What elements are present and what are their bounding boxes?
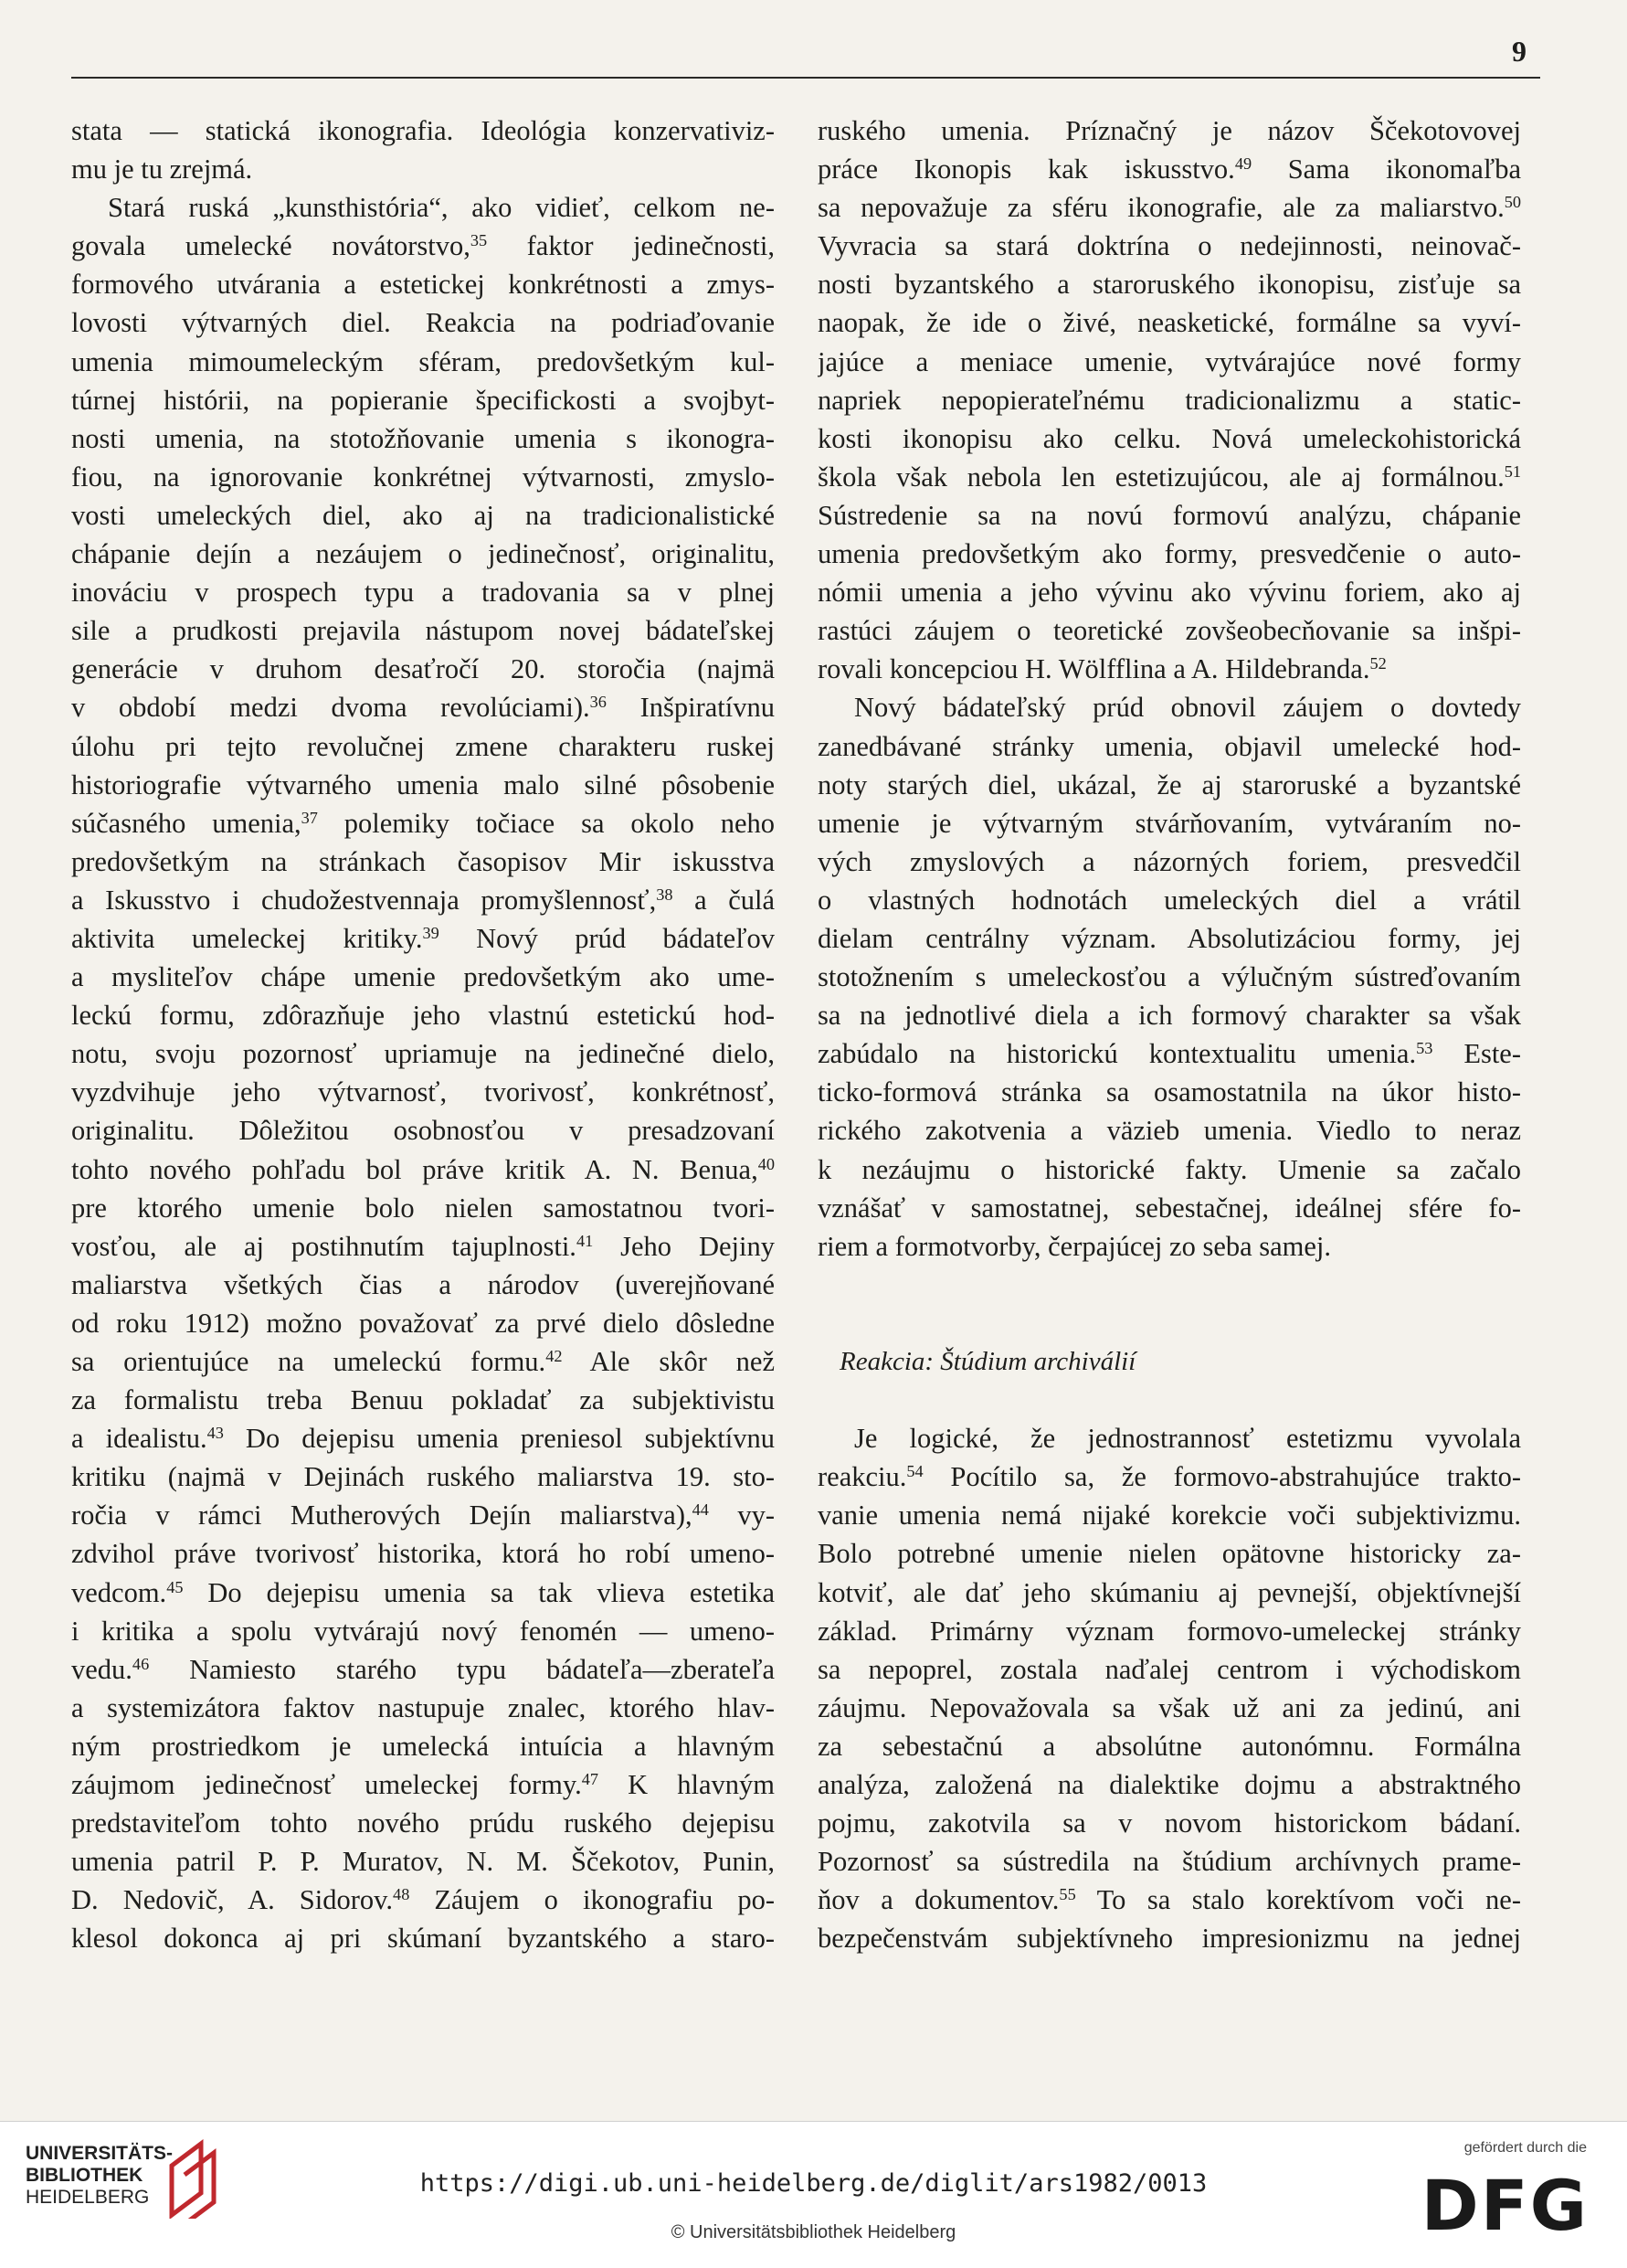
text-line — [818, 919, 1521, 958]
text-segment: sa orientujúce na umeleckú formu. — [71, 1346, 546, 1377]
left-text-column — [71, 111, 775, 1958]
text-line — [71, 227, 775, 265]
text-line — [818, 265, 1521, 303]
text-segment: rického zakotvenia a väzieb umenia. Viedlo to neraz — [818, 1115, 1521, 1147]
text-segment: Záujem o ikonografiu po- — [409, 1884, 775, 1916]
text-line — [71, 881, 775, 919]
text-segment: nosti umenia, na stotožňovanie umenia s ikonogra- — [71, 422, 775, 454]
text-line — [818, 1034, 1521, 1073]
footnote-ref[interactable]: 39 — [422, 923, 439, 942]
text-line — [71, 996, 775, 1034]
text-segment: nosti byzantského a staroruského ikonopisu, zisťuje sa — [818, 269, 1521, 301]
text-line — [71, 188, 775, 227]
text-segment: vanie umenia nemá nijaké korekcie voči subjektivizmu. — [818, 1500, 1521, 1531]
footnote-ref[interactable]: 35 — [470, 231, 488, 250]
text-line — [71, 1765, 775, 1804]
text-segment: ticko-formová stránka sa osamostatnila na úkor histo- — [818, 1076, 1521, 1108]
text-line — [818, 1574, 1521, 1612]
text-segment: umenie je výtvarným stvárňovaním, vytváraním no- — [818, 807, 1521, 839]
text-line — [71, 1612, 775, 1650]
text-segment: riem a formotvorby, čerpajúcej zo seba samej. — [818, 1230, 1332, 1262]
text-segment: notu, svoju pozornosť upriamuje na jedinečné dielo, — [71, 1038, 775, 1070]
text-segment: Sústredenie sa na novú formovú analýzu, chápanie — [818, 499, 1521, 531]
text-line — [818, 1150, 1521, 1189]
text-line — [818, 188, 1521, 227]
text-segment: inováciu v prospech typu a tradovania sa v plnej — [71, 577, 775, 609]
text-line — [818, 688, 1521, 726]
text-line — [71, 111, 775, 150]
text-line — [71, 958, 775, 996]
text-line — [71, 303, 775, 342]
text-line — [818, 111, 1521, 150]
text-segment: vosťou, ale aj postihnutím tajuplnosti. — [71, 1230, 576, 1262]
text-segment: Bolo potrebné umenie nielen opätovne historicky za- — [818, 1538, 1521, 1570]
text-segment: faktor jedinečnosti, — [487, 230, 775, 262]
text-segment: D. Nedovič, A. Sidorov. — [71, 1884, 394, 1916]
text-segment: lovosti výtvarných diel. Reakcia na podriaďovanie — [71, 307, 775, 339]
footnote-ref[interactable]: 53 — [1416, 1039, 1433, 1058]
page-number: 9 — [1512, 35, 1527, 68]
text-line — [71, 343, 775, 381]
text-segment: polemiky točiace sa okolo neho — [317, 807, 775, 839]
text-line — [818, 458, 1521, 496]
text-segment: Je logické, že jednostrannosť estetizmu vyvolala — [854, 1423, 1521, 1455]
footnote-ref[interactable]: 55 — [1059, 1885, 1076, 1904]
text-segment: súčasného umenia, — [71, 807, 301, 839]
permalink-url[interactable]: https://digi.ub.uni-heidelberg.de/diglit/ars1982/0013 — [419, 2169, 1208, 2198]
text-line — [71, 1342, 775, 1381]
text-line — [71, 804, 775, 843]
text-segment: a systemizátora faktov nastupuje znalec, ktorého hlav- — [71, 1691, 775, 1723]
text-segment: stotožnením s umeleckosťou a výlučným sústreďovaním — [818, 961, 1521, 993]
text-line — [818, 1804, 1521, 1842]
text-line — [818, 611, 1521, 650]
text-line — [818, 1073, 1521, 1111]
text-line — [71, 1034, 775, 1073]
text-segment: o vlastných hodnotách umeleckých diel a vrátil — [818, 884, 1521, 916]
text-segment: ruského umenia. Príznačný je názov Ščekotovovej — [818, 115, 1521, 146]
text-line — [71, 1804, 775, 1842]
text-segment: i kritika a spolu vytvárajú nový fenomén — umeno- — [71, 1615, 775, 1647]
text-segment: Do dejepisu umenia sa tak vlieva estetika — [183, 1576, 775, 1608]
text-segment: túrnej histórii, na popieranie špecifickosti a svojbyt- — [71, 384, 775, 416]
text-line — [818, 881, 1521, 919]
text-line — [818, 303, 1521, 342]
library-name-line: BIBLIOTHEK — [26, 2165, 143, 2186]
text-line — [818, 1534, 1521, 1573]
text-segment: Jeho Dejiny — [593, 1230, 775, 1262]
text-segment: v období medzi dvoma revolúciami). — [71, 692, 590, 724]
text-line — [71, 1727, 775, 1765]
footnote-ref[interactable]: 48 — [393, 1885, 410, 1904]
text-line — [818, 1842, 1521, 1881]
text-segment: sa na jednotlivé diela a ich formový charakter sa však — [818, 1000, 1521, 1032]
text-line — [818, 381, 1521, 419]
text-segment: rovali koncepciou H. Wölfflina a A. Hildebranda. — [818, 653, 1370, 685]
text-line — [818, 1227, 1521, 1266]
text-segment: ročia v rámci Mutherových Dejín maliarstva), — [71, 1500, 692, 1531]
text-segment: aktivita umeleckej kritiky. — [71, 922, 423, 954]
text-line — [818, 227, 1521, 265]
text-segment: a mysliteľov chápe umenie predovšetkým ako ume- — [71, 961, 775, 993]
text-segment: Nový prúd bádateľov — [438, 922, 775, 954]
text-segment: formového utvárania a estetickej konkrétnosti a zmys- — [71, 269, 775, 301]
text-line — [818, 1727, 1521, 1765]
text-segment: k nezáujmu o historické fakty. Umenie sa začalo — [818, 1153, 1521, 1185]
text-segment: vedcom. — [71, 1576, 167, 1608]
text-segment: originalitu. Dôležitou osobnosťou v presadzovaní — [71, 1115, 775, 1147]
text-line — [71, 1842, 775, 1881]
text-line — [818, 958, 1521, 996]
text-segment: sa nepovažuje za sféru ikonografie, ale za maliarstvo. — [818, 192, 1505, 224]
header-rule — [71, 77, 1540, 79]
copyright-notice: © Universitätsbibliothek Heidelberg — [671, 2222, 956, 2242]
text-segment: Nový bádateľský prúd obnovil záujem o dovtedy — [854, 692, 1521, 724]
text-line — [818, 496, 1521, 535]
footnote-ref[interactable]: 40 — [757, 1154, 775, 1173]
text-segment: mu je tu zrejmá. — [71, 154, 253, 185]
text-line — [818, 1457, 1521, 1496]
text-segment: rastúci záujem o teoretické zovšeobecňovanie sa inšpi- — [818, 615, 1521, 647]
text-line — [71, 265, 775, 303]
text-line — [818, 1419, 1521, 1457]
text-line — [71, 1227, 775, 1266]
text-segment: pojmu, zakotvila sa v novom historickom bádaní. — [818, 1807, 1521, 1839]
text-line — [818, 766, 1521, 804]
spacer — [818, 1304, 1521, 1342]
text-line — [71, 1073, 775, 1111]
text-line — [71, 688, 775, 726]
text-line — [71, 1881, 775, 1919]
text-line — [818, 573, 1521, 611]
text-segment: Inšpiratívnu — [606, 692, 775, 724]
text-segment: škola však nebola len estetizujúcou, ale aj formálnou. — [818, 461, 1505, 493]
text-line — [818, 996, 1521, 1034]
footnote-ref[interactable]: 36 — [589, 693, 607, 712]
text-segment: ňov a dokumentov. — [818, 1884, 1060, 1916]
text-line — [818, 535, 1521, 573]
text-line — [71, 496, 775, 535]
library-name-line: UNIVERSITÄTS- — [26, 2143, 174, 2164]
right-column-text-top — [818, 111, 1521, 1266]
text-line — [71, 1457, 775, 1496]
text-segment: fiou, na ignorovanie konkrétnej výtvarnosti, zmyslo- — [71, 461, 775, 493]
text-segment: záujmom jedinečnosť umeleckej formy. — [71, 1769, 582, 1801]
text-segment: vedu. — [71, 1653, 132, 1685]
text-segment: Stará ruská „kunsthistória“, ako vidieť, celkom ne- — [108, 192, 775, 224]
text-segment: Ale skôr než — [562, 1346, 775, 1377]
text-line — [818, 1111, 1521, 1150]
right-text-column — [818, 111, 1521, 1958]
text-segment: vyzdvihuje jeho výtvarnosť, tvorivosť, konkrétnosť, — [71, 1076, 775, 1108]
text-line — [818, 727, 1521, 766]
text-line — [71, 1689, 775, 1727]
text-segment: a idealistu. — [71, 1423, 207, 1455]
text-segment: maliarstva všetkých čias a národov (uverejňované — [71, 1268, 775, 1300]
text-segment: vých zmyslových a názorných foriem, presvedčil — [818, 845, 1521, 877]
text-segment: Pocítilo sa, že formovo-abstrahujúce trakto- — [923, 1461, 1521, 1493]
section-heading: Reakcia: Štúdium archiválií — [840, 1347, 1136, 1376]
text-line — [71, 1381, 775, 1419]
footnote-ref[interactable]: 37 — [301, 808, 318, 827]
text-segment: napriek nepopierateľnému tradicionalizmu a static- — [818, 384, 1521, 416]
text-line — [818, 150, 1521, 188]
footnote-ref[interactable]: 51 — [1504, 461, 1521, 481]
text-line — [818, 1496, 1521, 1534]
text-line — [71, 1650, 775, 1689]
text-line — [71, 727, 775, 766]
text-line — [818, 1689, 1521, 1727]
funding-note: gefördert durch die — [1463, 2140, 1587, 2156]
text-segment: Do dejepisu umenia preniesol subjektívnu — [223, 1423, 775, 1455]
text-segment: kotviť, ale dať jeho skúmaniu aj pevnejší, objektívnejší — [818, 1576, 1521, 1608]
text-segment: práce Ikonopis kak iskusstvo. — [818, 154, 1235, 185]
text-segment: zabúdalo na historickú kontextualitu umenia. — [818, 1038, 1417, 1070]
text-segment: kritiku (najmä v Dejinách ruského maliarstva 19. sto- — [71, 1461, 775, 1493]
text-segment: umenia predovšetkým ako formy, presvedčenie o auto- — [818, 538, 1521, 570]
text-segment: od roku 1912) možno považovať za prvé dielo dôsledne — [71, 1307, 775, 1339]
text-segment: a čulá — [672, 884, 775, 916]
text-line — [71, 1574, 775, 1612]
text-line — [71, 1304, 775, 1342]
text-segment: generácie v druhom desaťročí 20. storočia (najmä — [71, 653, 775, 685]
footnote-ref[interactable]: 50 — [1504, 193, 1521, 212]
footnote-ref[interactable]: 38 — [656, 885, 673, 904]
text-segment: vy- — [708, 1500, 775, 1531]
text-segment: kosti ikonopisu ako celku. Nová umeleckohistorická — [818, 422, 1521, 454]
text-segment: tohto nového pohľadu bol práve kritik A. N. Benua, — [71, 1153, 758, 1185]
text-line — [818, 804, 1521, 843]
text-line — [71, 1189, 775, 1227]
footnote-ref[interactable]: 42 — [545, 1346, 563, 1365]
text-line — [818, 650, 1521, 688]
footnote-ref[interactable]: 44 — [692, 1500, 709, 1520]
text-line — [71, 381, 775, 419]
text-segment: noty starých diel, ukázal, že aj staroruské a byzantské — [818, 768, 1521, 800]
text-line — [71, 1266, 775, 1304]
text-segment: záujmu. Nepovažovala sa však už ani za jedinú, ani — [818, 1691, 1521, 1723]
text-line — [71, 1150, 775, 1189]
text-line — [71, 150, 775, 188]
text-segment: Vyvracia sa stará doktrína o nedejinnosti, neinovač- — [818, 230, 1521, 262]
text-segment: chápanie dejín a nezáujem o jedinečnosť, originalitu, — [71, 538, 775, 570]
footnote-ref[interactable]: 47 — [581, 1769, 599, 1788]
text-line — [71, 650, 775, 688]
text-line — [818, 1189, 1521, 1227]
text-segment: zanedbávané stránky umenia, objavil umelecké hod- — [818, 730, 1521, 762]
spacer — [818, 1381, 1521, 1419]
text-line — [71, 919, 775, 958]
text-line — [71, 573, 775, 611]
text-segment: základ. Primárny význam formovo-umeleckej stránky — [818, 1615, 1521, 1647]
text-line — [818, 843, 1521, 881]
text-segment: ným prostriedkom je umelecká intuícia a hlavným — [71, 1730, 775, 1762]
text-line — [818, 1650, 1521, 1689]
text-segment: reakciu. — [818, 1461, 907, 1493]
text-segment: Namiesto starého typu bádateľa—zberateľa — [149, 1653, 775, 1685]
text-segment: To sa stalo korektívom voči ne- — [1075, 1884, 1521, 1916]
footnote-ref[interactable]: 49 — [1234, 154, 1252, 174]
spacer — [818, 1266, 1521, 1304]
text-segment: vosti umeleckých diel, ako aj na tradicionalistické — [71, 499, 775, 531]
text-segment: za sebestačnú a absolútne autonómnu. Formálna — [818, 1730, 1521, 1762]
text-segment: za formalistu treba Benuu pokladať za subjektivistu — [71, 1384, 775, 1416]
text-segment: zdvihol práve tvorivosť historika, ktorá ho robí umeno- — [71, 1538, 775, 1570]
library-name-line: HEIDELBERG — [26, 2187, 150, 2208]
text-line — [71, 766, 775, 804]
text-line — [71, 1111, 775, 1150]
text-line — [71, 1419, 775, 1457]
text-segment: Pozornosť sa sústredila na štúdium archívnych prame- — [818, 1846, 1521, 1878]
text-segment: úlohu pri tejto revolučnej zmene charakteru ruskej — [71, 730, 775, 762]
text-line — [818, 1919, 1521, 1957]
text-segment: analýza, založená na dialektike dojmu a abstraktného — [818, 1769, 1521, 1801]
text-segment: sile a prudkosti prejavila nástupom novej bádateľskej — [71, 615, 775, 647]
text-line — [818, 1612, 1521, 1650]
footnote-ref[interactable]: 41 — [576, 1231, 594, 1250]
dfg-logo-icon[interactable]: DFG — [1421, 2165, 1589, 2246]
text-segment: vznášať v samostatnej, sebestačnej, ideálnej sfére fo- — [818, 1192, 1521, 1224]
text-line — [71, 1534, 775, 1573]
text-segment: K hlavným — [598, 1769, 775, 1801]
text-line — [71, 535, 775, 573]
text-segment: dielam centrálny význam. Absolutizáciou formy, jej — [818, 922, 1521, 954]
text-segment: a Iskusstvo i chudožestvennaja promyšlennosť, — [71, 884, 657, 916]
text-segment: stata — statická ikonografia. Ideológia konzervativiz- — [71, 115, 775, 146]
text-line — [71, 611, 775, 650]
text-line — [71, 458, 775, 496]
text-segment: Este- — [1432, 1038, 1521, 1070]
footnote-ref[interactable]: 52 — [1369, 654, 1387, 673]
text-line — [818, 1881, 1521, 1919]
text-segment: pre ktorého umenie bolo nielen samostatnou tvori- — [71, 1192, 775, 1224]
text-segment: naopak, že ide o živé, neasketické, formálne sa vyví- — [818, 307, 1521, 339]
text-segment: leckú formu, zdôrazňuje jeho vlastnú estetickú hod- — [71, 1000, 775, 1032]
text-segment: sa nepoprel, zostala naďalej centrom i východiskom — [818, 1653, 1521, 1685]
text-segment: nómii umenia a jeho vývinu ako vývinu foriem, ako aj — [818, 577, 1521, 609]
footnote-ref[interactable]: 54 — [906, 1462, 924, 1481]
text-segment: govala umelecké novátorstvo, — [71, 230, 470, 262]
footnote-ref[interactable]: 43 — [206, 1424, 224, 1443]
text-segment: predstaviteľom tohto nového prúdu ruského dejepisu — [71, 1807, 775, 1839]
text-line — [71, 419, 775, 458]
text-line — [818, 1765, 1521, 1804]
text-line — [71, 1919, 775, 1957]
text-segment: historiografie výtvarného umenia malo silné pôsobenie — [71, 768, 775, 800]
right-column-text-bottom — [818, 1419, 1521, 1957]
text-segment: Sama ikonomaľba — [1252, 154, 1521, 185]
text-line — [818, 343, 1521, 381]
text-segment: jajúce a meniace umenie, vytvárajúce nové formy — [818, 345, 1521, 377]
text-segment: predovšetkým na stránkach časopisov Mir iskusstva — [71, 845, 775, 877]
text-segment: bezpečenstvám subjektívneho impresionizmu na jednej — [818, 1923, 1521, 1955]
text-line — [71, 843, 775, 881]
text-segment: klesol dokonca aj pri skúmaní byzantského a staro- — [71, 1923, 775, 1955]
text-line — [71, 1496, 775, 1534]
text-segment: umenia mimoumeleckým sféram, predovšetkým kul- — [71, 345, 775, 377]
text-line — [818, 419, 1521, 458]
text-segment: umenia patril P. P. Muratov, N. M. Ščekotov, Punin, — [71, 1846, 775, 1878]
footnote-ref[interactable]: 46 — [132, 1654, 150, 1673]
footnote-ref[interactable]: 45 — [166, 1577, 184, 1596]
